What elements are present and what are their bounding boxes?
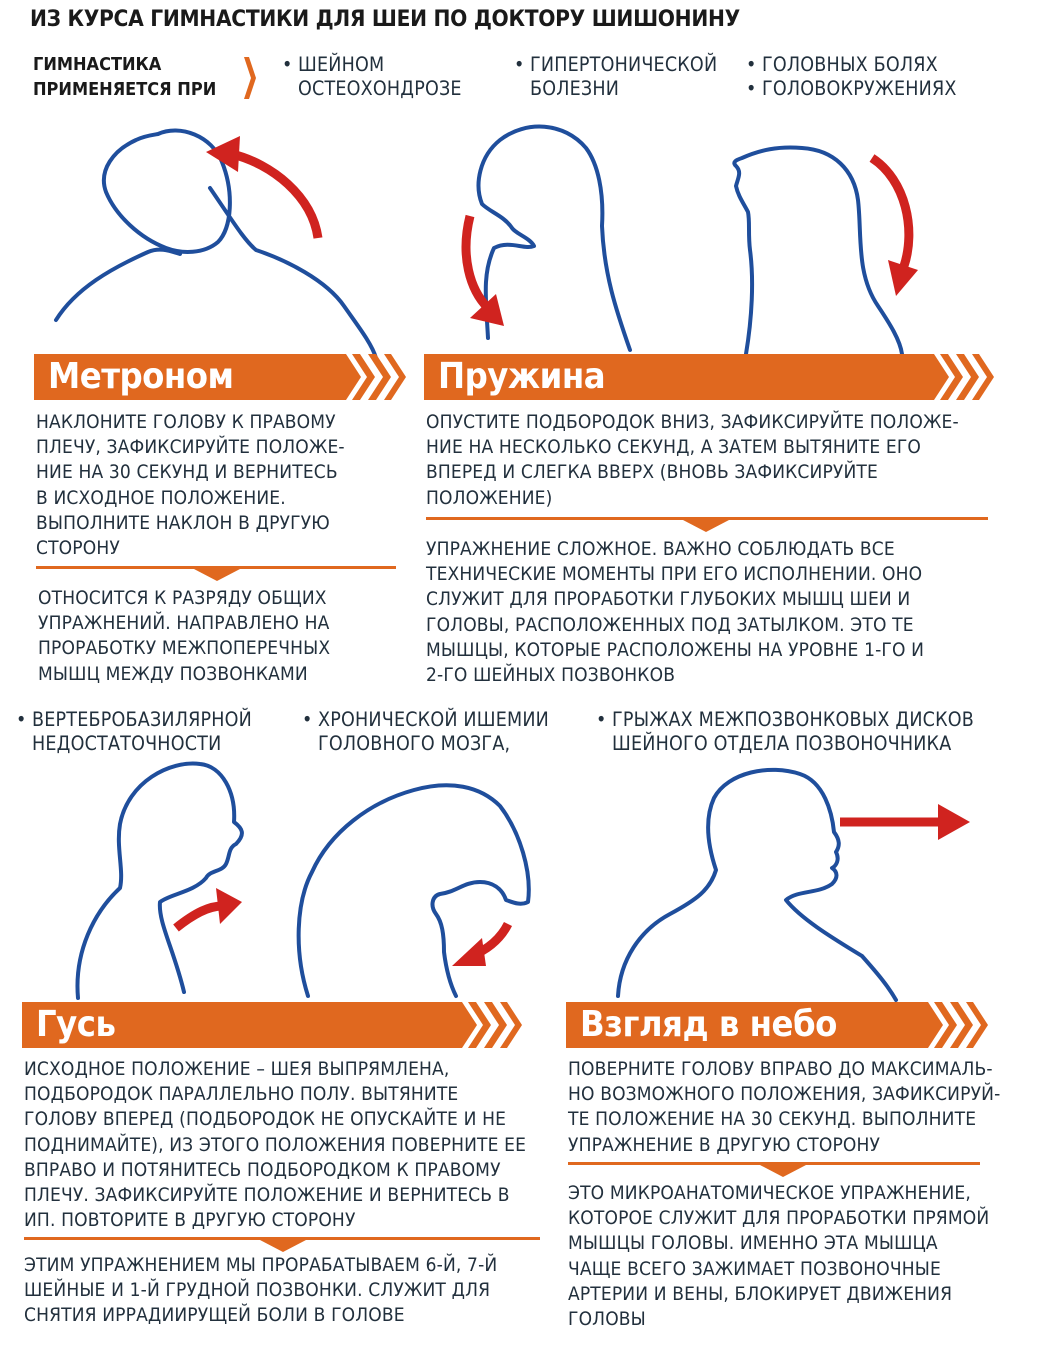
goose-instruction: ИСХОДНОЕ ПОЛОЖЕНИЕ – ШЕЯ ВЫПРЯМЛЕНА, ПОДБОРОДОК ПАРАЛЛЕЛЬНО ПОЛУ. ВЫТЯНИТЕ ГОЛОВУ ВПЕРЕД (ПОДБОРОДОК НЕ ОПУСКАЙТЕ И НЕ ПОДНИМАЙТЕ), ИЗ ЭТОГО ПОЛОЖЕНИЯ ПОВЕРНИТЕ ЕЕ ВПРАВО И ПОТЯНИТЕСЬ ПОДБОРОДКОМ К ПРАВОМУ ПЛЕЧУ. ЗАФИКСИРУЙТЕ ПОЛОЖЕНИЕ И ВЕРНИТЕСЬ В ИП. ПОВТОРИТЕ В ДРУГУЮ СТОРОНУ <box>24 1058 527 1232</box>
goose-divider-pointer <box>260 1240 306 1252</box>
metronome-label: Метроном <box>48 356 234 397</box>
sky-look-note: ЭТО МИКРОАНАТОМИЧЕСКОЕ УПРАЖНЕНИЕ, КОТОРОЕ СЛУЖИТ ДЛЯ ПРОРАБОТКИ ПРЯМОЙ МЫШЦЫ ГОЛОВЫ. ИМЕННО ЭТА МЫШЦА ЧАЩЕ ВСЕГО ЗАЖИМАЕТ ПОЗВОНОЧНЫЕ АРТЕРИИ И ВЕНЫ, БЛОКИРУЕТ ДВИЖЕНИЯ ГОЛОВЫ <box>568 1182 990 1331</box>
spring-label: Пружина <box>438 356 606 397</box>
goose-note: ЭТИМ УПРАЖНЕНИЕМ МЫ ПРОРАБАТЫВАЕМ 6-Й, 7-Й ШЕЙНЫЕ И 1-Й ГРУДНОЙ ПОЗВОНКИ. СЛУЖИТ ДЛЯ СНЯТИЯ ИРРАДИИРУЩЕЙ БОЛИ В ГОЛОВЕ <box>24 1254 498 1327</box>
sky-look-label: Взгляд в небо <box>580 1004 837 1045</box>
metronome-note: ОТНОСИТСЯ К РАЗРЯДУ ОБЩИХ УПРАЖНЕНИЙ. НАПРАВЛЕНО НА ПРОРАБОТКУ МЕЖПОПЕРЕЧНЫХ МЫШЦ МЕЖДУ ПОЗВОНКАМИ <box>38 587 331 685</box>
indication-hernia: • ГРЫЖАХ МЕЖПОЗВОНКОВЫХ ДИСКОВ ШЕЙНОГО ОТДЕЛА ПОЗВОНОЧНИКА <box>612 708 974 756</box>
spring-figure <box>430 100 1030 360</box>
indication-headache: • ГОЛОВНЫХ БОЛЯХ <box>762 53 938 77</box>
goose-figure <box>60 752 540 1002</box>
metronome-instruction: НАКЛОНИТЕ ГОЛОВУ К ПРАВОМУ ПЛЕЧУ, ЗАФИКСИРУЙТЕ ПОЛОЖЕ- НИЕ НА 30 СЕКУНД И ВЕРНИТЕСЬ В ИСХОДНОЕ ПОЛОЖЕНИЕ. ВЫПОЛНИТЕ НАКЛОН В ДРУГУЮ СТОРОНУ <box>36 411 345 560</box>
page-title: ИЗ КУРСА ГИМНАСТИКИ ДЛЯ ШЕИ ПО ДОКТОРУ ШИШОНИНУ <box>30 6 740 32</box>
indication-ischemia: • ХРОНИЧЕСКОЙ ИШЕМИИ ГОЛОВНОГО МОЗГА, <box>318 708 549 756</box>
exercise-title-metronome <box>34 354 334 400</box>
spring-instruction: ОПУСТИТЕ ПОДБОРОДОК ВНИЗ, ЗАФИКСИРУЙТЕ ПОЛОЖЕ- НИЕ НА НЕСКОЛЬКО СЕКУНД, А ЗАТЕМ ВЫТЯНИТЕ ЕГО ВПЕРЕД И СЛЕГКА ВВЕРХ (ВНОВЬ ЗАФИКСИРУЙТЕ ПОЛОЖЕНИЕ) <box>426 411 959 509</box>
chevron-right-icon <box>244 57 256 99</box>
indication-osteochondrosis: • ШЕЙНОМ ОСТЕОХОНДРОЗЕ <box>298 53 462 101</box>
exercise-title-spring <box>424 354 922 400</box>
spring-divider-pointer <box>683 520 729 532</box>
indication-vertebrobasilar: • ВЕРТЕБРОБАЗИЛЯРНОЙ НЕДОСТАТОЧНОСТИ <box>32 708 252 756</box>
exercise-title-sky-look <box>566 1002 916 1048</box>
sky-look-instruction: ПОВЕРНИТЕ ГОЛОВУ ВПРАВО ДО МАКСИМАЛЬ- НО ВОЗМОЖНОГО ПОЛОЖЕНИЯ, ЗАФИКСИРУЙ- ТЕ ПОЛОЖЕНИЕ НА 30 СЕКУНД. ВЫПОЛНИТЕ УПРАЖНЕНИЕ В ДРУГУЮ СТОРОНУ <box>568 1058 1001 1156</box>
applies-label: ГИМНАСТИКА ПРИМЕНЯЕТСЯ ПРИ <box>33 54 217 100</box>
goose-label: Гусь <box>36 1004 116 1045</box>
exercise-title-goose <box>22 1002 450 1048</box>
indication-hypertension: • ГИПЕРТОНИЧЕСКОЙ БОЛЕЗНИ <box>530 53 717 101</box>
sky-look-divider-pointer <box>760 1165 806 1177</box>
sky-look-figure <box>600 760 980 1000</box>
metronome-divider-pointer <box>194 569 240 581</box>
metronome-figure <box>40 120 420 360</box>
spring-note: УПРАЖНЕНИЕ СЛОЖНОЕ. ВАЖНО СОБЛЮДАТЬ ВСЕ ТЕХНИЧЕСКИЕ МОМЕНТЫ ПРИ ЕГО ИСПОЛНЕНИИ. ОНО СЛУЖИТ ДЛЯ ПРОРАБОТКИ ГЛУБОКИХ МЫШЦ ШЕИ И ГОЛОВЫ, РАСПОЛОЖЕННЫХ ПОД ЗАТЫЛКОМ. ЭТО ТЕ МЫШЦЫ, КОТОРЫЕ РАСПОЛОЖЕНЫ НА УРОВНЕ 1-ГО И 2-ГО ШЕЙНЫХ ПОЗВОНКОВ <box>426 538 925 687</box>
indication-dizziness: • ГОЛОВОКРУЖЕНИЯХ <box>762 77 957 101</box>
